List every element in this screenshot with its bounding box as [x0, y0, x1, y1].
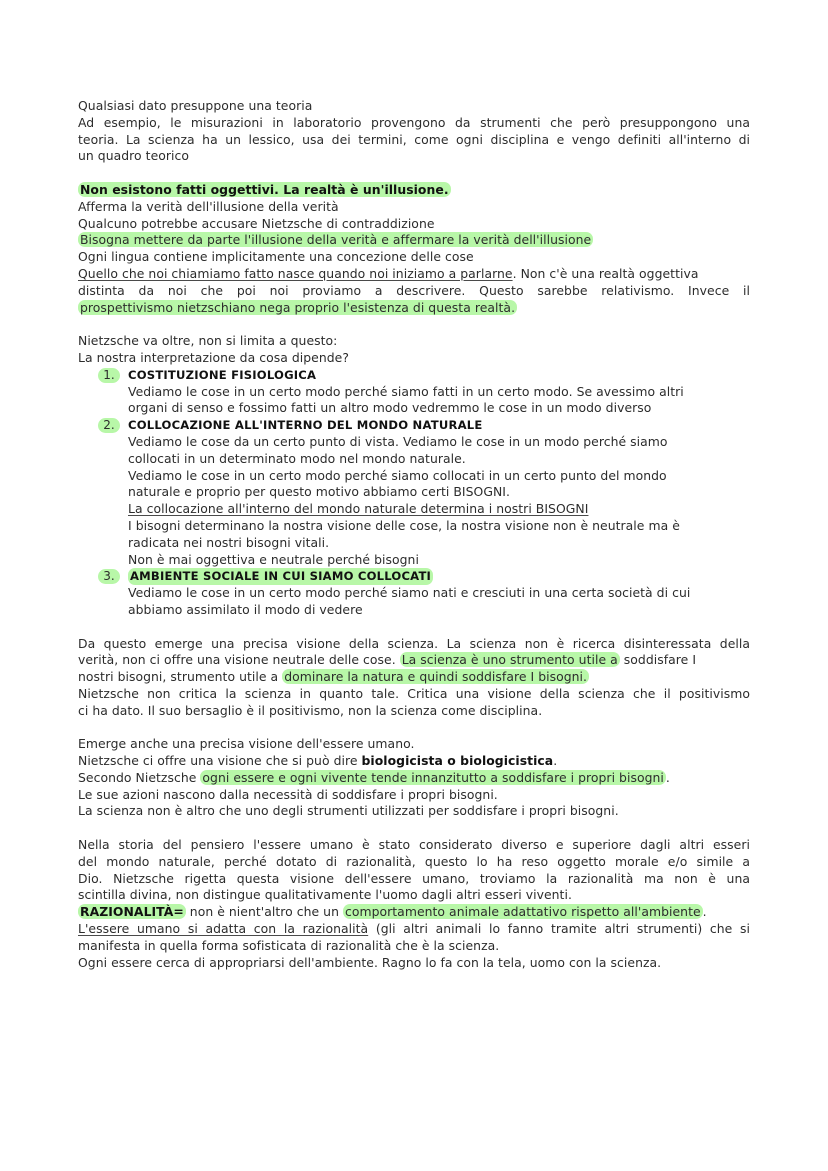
text-line [78, 669, 750, 686]
list-heading: COSTITUZIONE FISIOLOGICA [128, 367, 317, 382]
text-line: ci ha dato. Il suo bersaglio è il positivismo, non la scienza come disciplina. [78, 702, 543, 718]
text-line: Nietzsche non critica la scienza in quanto tale. Critica una visione della scienza che il positivismo [78, 685, 750, 701]
highlighted-term: RAZIONALITÀ= [80, 904, 184, 920]
highlighted-text: Bisogna mettere da parte l'illusione della verità e affermare la verità dell'illusione [80, 232, 592, 248]
text-line: Afferma la verità dell'illusione della verità [78, 198, 339, 214]
text-span: . [553, 753, 558, 769]
text-span: Nietzsche ci offre una visione che si può dire [78, 753, 362, 769]
list-heading: COLLOCAZIONE ALL'INTERNO DEL MONDO NATURALE [128, 418, 483, 433]
text-line [78, 266, 750, 283]
text-line: manifesta in quella forma sofisticata di razionalità che è la scienza. [78, 937, 500, 953]
text-line: Dio. Nietzsche rigetta questa visione dell'essere umano, troviamo la razionalità ma non è una [78, 870, 750, 886]
text-line: Emerge anche una precisa visione dell'essere umano. [78, 736, 415, 752]
underlined-text: L'essere umano si adatta con la razionalità [78, 921, 369, 937]
text-span: . [665, 769, 670, 785]
highlighted-text: ogni essere e ogni vivente tende innanzitutto a soddisfare i propri bisogni [202, 769, 664, 785]
underlined-text: Quello che noi chiamiamo fatto nasce quando noi iniziamo a parlarne [78, 265, 513, 281]
list-text-line: Vediamo le cose in un certo modo perché siamo fatti in un certo modo. Se avessimo altri [128, 383, 684, 399]
list-text-line: Vediamo le cose in un certo modo perché siamo collocati in un certo punto del mondo [128, 467, 667, 483]
text-line: Le sue azioni nascono dalla necessità di soddisfare i propri bisogni. [78, 786, 498, 802]
list-number-badge: 2. [98, 418, 120, 433]
list-item-heading [78, 417, 750, 434]
list-text-line: Vediamo le cose in un certo modo perché siamo nati e cresciuti in una certa società di cui [128, 585, 691, 601]
bold-text: biologicista o biologicistica [361, 753, 554, 769]
text-line: Nella storia del pensiero l'essere umano è stato considerato diverso e superiore dagli altri esseri [78, 837, 750, 853]
text-line: La nostra interpretazione da cosa dipende? [78, 349, 349, 365]
text-span: nostri bisogni, strumento utile a [78, 669, 283, 685]
text-line: Qualcuno potrebbe accusare Nietzsche di contraddizione [78, 215, 435, 231]
list-text-line: collocati in un determinato modo nel mondo naturale. [128, 450, 466, 466]
text-span: . [702, 904, 707, 920]
highlighted-text: prospettivismo nietzschiano nega proprio l'esistenza di questa realtà. [80, 299, 516, 315]
text-line: Da questo emerge una precisa visione della scienza. La scienza non è ricerca disinteressata della [78, 635, 750, 651]
list-text-line: I bisogni determinano la nostra visione delle cose, la nostra visione non è neutrale ma è [128, 517, 680, 533]
highlighted-text: La scienza è uno strumento utile a [401, 652, 618, 668]
highlighted-text: comportamento animale adattativo rispetto all'ambiente [344, 904, 701, 920]
list-text-line [78, 501, 750, 518]
list-text-line: organi di senso e fossimo fatti un altro modo vedremmo le cose in un modo diverso [128, 400, 652, 416]
section-heading [78, 182, 750, 199]
text-line: un quadro teorico [78, 148, 190, 164]
text-span: verità, non ci offre una visione neutrale delle cose. [78, 652, 400, 668]
text-line [78, 300, 750, 317]
text-line [78, 652, 750, 669]
text-line [78, 770, 750, 787]
text-span: . Non c'è una realtà oggettiva [512, 265, 699, 281]
text-line: Ogni essere cerca di appropriarsi dell'ambiente. Ragno lo fa con la tela, uomo con la scienza. [78, 954, 662, 970]
text-line: La scienza non è altro che uno degli strumenti utilizzati per soddisfare i propri bisogni. [78, 803, 619, 819]
text-line [78, 904, 750, 921]
list-number-badge: 1. [98, 368, 120, 383]
list-text-line: radicata nei nostri bisogni vitali. [128, 534, 330, 550]
text-line: teoria. La scienza ha un lessico, usa dei termini, come ogni disciplina e vengo definiti all'interno di [78, 131, 750, 147]
list-item-heading [78, 568, 750, 585]
text-line: Qualsiasi dato presuppone una teoria [78, 98, 313, 113]
text-line: distinta da noi che poi noi proviamo a descrivere. Questo sarebbe relativismo. Invece il [78, 282, 750, 298]
text-span: Secondo Nietzsche [78, 769, 201, 785]
text-span: non è nient'altro che un [185, 904, 343, 920]
notes-content [78, 98, 750, 971]
list-text-line: naturale e proprio per questo motivo abbiamo certi BISOGNI. [128, 484, 511, 500]
list-number-badge: 3. [98, 569, 120, 584]
list-text-line: Non è mai oggettiva e neutrale perché bisogni [128, 551, 419, 567]
text-line: Ogni lingua contiene implicitamente una concezione delle cose [78, 249, 474, 265]
highlighted-text: dominare la natura e quindi soddisfare I bisogni. [284, 669, 588, 685]
highlighted-heading: Non esistono fatti oggettivi. La realtà è un'illusione. [80, 181, 449, 197]
text-line: scintilla divina, non distingue qualitativamente l'uomo dagli altri esseri viventi. [78, 887, 572, 903]
list-text-line: Vediamo le cose da un certo punto di vista. Vediamo le cose in un modo perché siamo [128, 433, 668, 449]
text-span: soddisfare I [619, 652, 697, 668]
text-line [78, 232, 750, 249]
text-line: del mondo naturale, perché dotato di razionalità, questo lo ha reso oggetto morale e/o simile a [78, 853, 750, 869]
underlined-text: La collocazione all'interno del mondo naturale determina i nostri BISOGNI [128, 501, 589, 517]
text-line: Ad esempio, le misurazioni in laboratorio provengono da strumenti che però presuppongono una [78, 114, 750, 130]
text-line [78, 921, 750, 938]
text-line [78, 753, 750, 770]
text-span: (gli altri animali lo fanno tramite altri strumenti) che si [368, 921, 751, 937]
list-text-line: abbiamo assimilato il modo di vedere [128, 601, 363, 617]
list-item-heading [78, 367, 750, 384]
list-heading: AMBIENTE SOCIALE IN CUI SIAMO COLLOCATI [130, 569, 432, 584]
text-line: Nietzsche va oltre, non si limita a questo: [78, 333, 338, 349]
